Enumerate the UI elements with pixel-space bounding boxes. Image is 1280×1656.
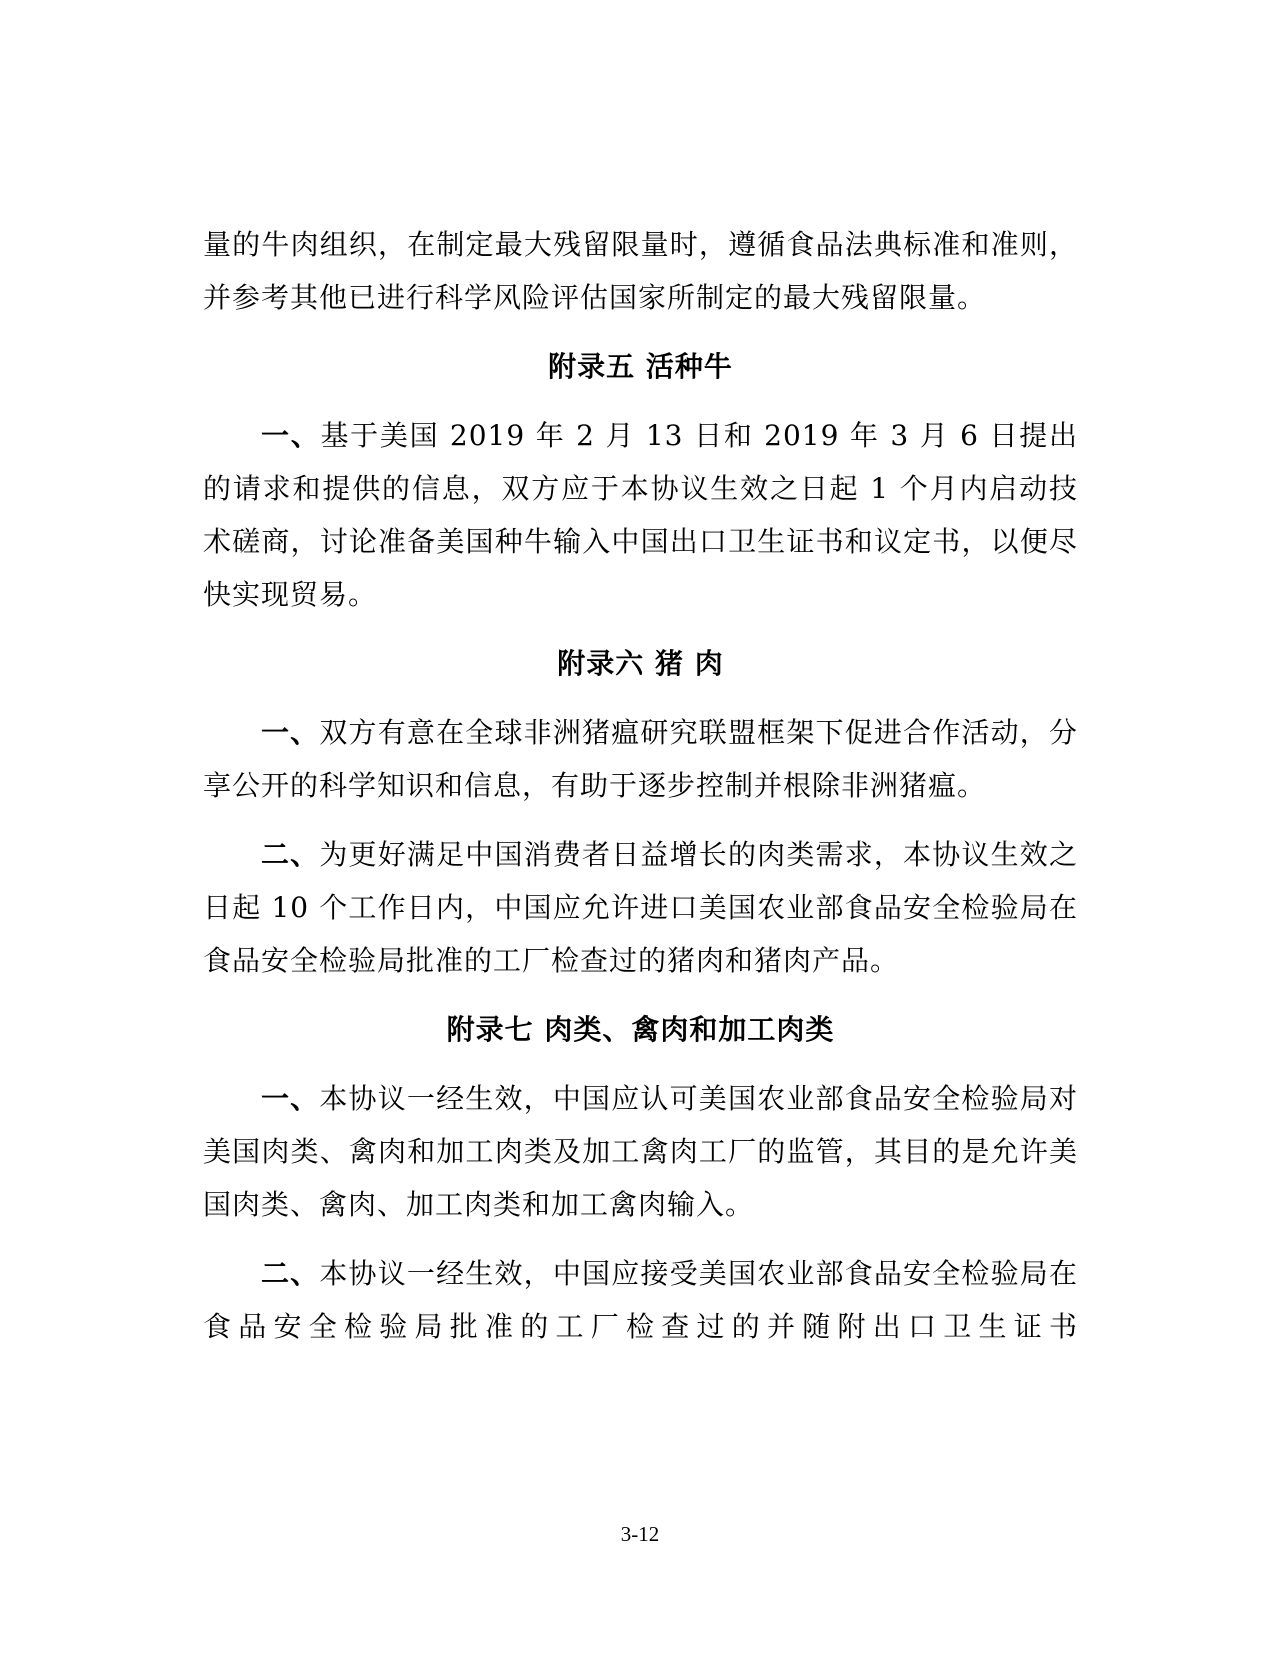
page-body [203, 218, 1078, 1369]
paragraph-number: 二、 [261, 1257, 320, 1290]
paragraph-number: 一、 [261, 419, 321, 452]
appendix-7-heading: 附录七 肉类、禽肉和加工肉类 [446, 1013, 835, 1046]
paragraph-number: 二、 [261, 838, 320, 871]
appendix-6-heading: 附录六 猪 肉 [557, 647, 724, 680]
appendix-6-section [203, 637, 1078, 987]
paragraph-number: 一、 [261, 716, 320, 749]
paragraph-text: 为更好满足中国消费者日益增长的肉类需求，本协议生效之日起 10 个工作日内，中国应允许进口美国农业部食品安全检验局在食品安全检验局批准的工厂检查过的猪肉和猪肉产品。 [203, 838, 1078, 977]
appendix-7-section [203, 1003, 1078, 1353]
paragraph-number: 一、 [261, 1082, 320, 1115]
paragraph-text: 基于美国 2019 年 2 月 13 日和 2019 年 3 月 6 日提出的请求和提供的信息，双方应于本协议生效之日起 1 个月内启动技术磋商，讨论准备美国种牛输入中国出口卫生证书和议定书，以便尽快实现贸易。 [203, 419, 1078, 611]
appendix-6-paragraph-2 [203, 828, 1078, 987]
appendix-7-paragraph-1 [203, 1072, 1078, 1231]
appendix-6-paragraph-1 [203, 706, 1078, 812]
page-number: 3-12 [620, 1522, 660, 1546]
continuation-paragraph: 量的牛肉组织，在制定最大残留限量时，遵循食品法典标准和准则，并参考其他已进行科学风险评估国家所制定的最大残留限量。 [203, 228, 1078, 314]
paragraph-text: 本协议一经生效，中国应认可美国农业部食品安全检验局对美国肉类、禽肉和加工肉类及加工禽肉工厂的监管，其目的是允许美国肉类、禽肉、加工肉类和加工禽肉输入。 [203, 1082, 1078, 1221]
appendix-5-section [203, 340, 1078, 621]
appendix-5-paragraph-1 [203, 409, 1078, 621]
paragraph-text: 本协议一经生效，中国应接受美国农业部食品安全检验局在食品安全检验局批准的工厂检查过的并随附出口卫生证书 [203, 1257, 1078, 1343]
appendix-7-paragraph-2 [203, 1247, 1078, 1353]
paragraph-text: 双方有意在全球非洲猪瘟研究联盟框架下促进合作活动，分享公开的科学知识和信息，有助于逐步控制并根除非洲猪瘟。 [203, 716, 1078, 802]
appendix-5-heading: 附录五 活种牛 [548, 350, 733, 383]
